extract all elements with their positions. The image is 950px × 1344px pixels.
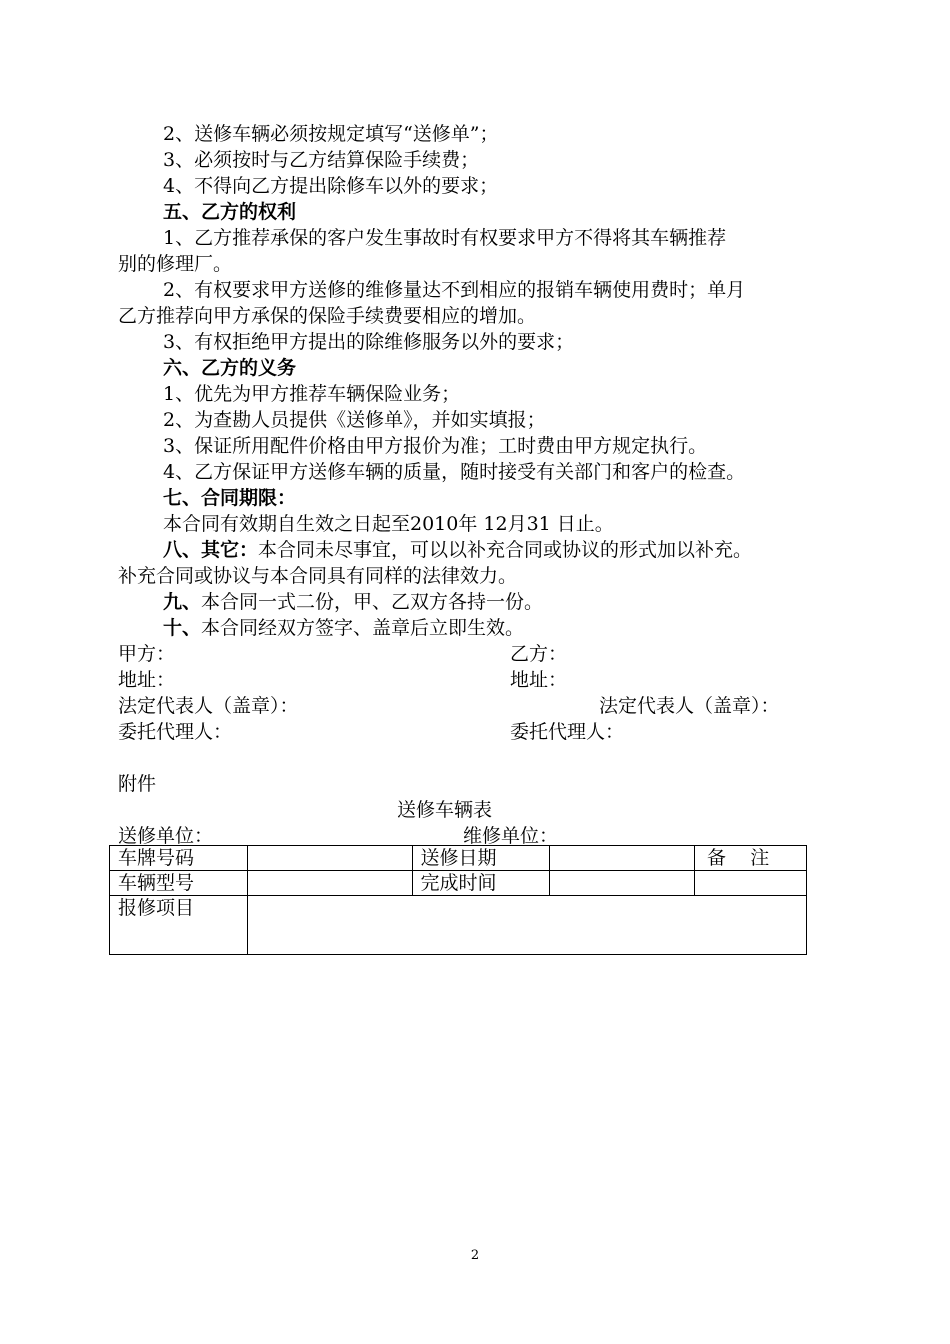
send-unit-label: 送修单位： bbox=[118, 825, 214, 847]
section-6-item-1: 1、优先为甲方推荐车辆保险业务； bbox=[163, 383, 461, 405]
section-5-item-1: 1、乙方推荐承保的客户发生事故时有权要求甲方不得将其车辆推荐 bbox=[163, 227, 727, 249]
model-label: 车辆型号 bbox=[110, 871, 248, 896]
section-8-heading: 八、其它： bbox=[163, 539, 259, 561]
agent-a-label: 委托代理人： bbox=[118, 721, 233, 743]
party-a-label: 甲方： bbox=[118, 643, 176, 665]
address-b-label: 地址： bbox=[510, 669, 568, 691]
section-7-heading: 七、合同期限： bbox=[163, 487, 297, 509]
table-row bbox=[110, 896, 807, 955]
section-8-text: 本合同未尽事宜，可以以补充合同或协议的形式加以补充。 bbox=[258, 539, 753, 561]
section-9-label: 九、 bbox=[163, 591, 202, 613]
section-5-heading: 五、乙方的权利 bbox=[163, 201, 297, 223]
remark-cell bbox=[695, 871, 807, 896]
repair-vehicle-table bbox=[109, 845, 807, 955]
section-6-item-3: 3、保证所用配件价格由甲方报价为准；工时费由甲方规定执行。 bbox=[163, 435, 708, 457]
section-7-text: 本合同有效期自生效之日起至2010年 12月31 日止。 bbox=[163, 513, 614, 535]
plate-cell bbox=[247, 846, 412, 871]
attachment-label: 附件 bbox=[118, 773, 157, 795]
repair-unit-label: 维修单位： bbox=[463, 825, 559, 847]
party-b-label: 乙方： bbox=[510, 643, 568, 665]
table-row bbox=[110, 846, 807, 871]
finish-time-cell bbox=[550, 871, 695, 896]
section-6-item-4: 4、乙方保证甲方送修车辆的质量，随时接受有关部门和客户的检查。 bbox=[163, 461, 746, 483]
section-10-label: 十、 bbox=[163, 617, 202, 639]
section-5-item-2: 2、有权要求甲方送修的维修量达不到相应的报销车辆使用费时；单月 bbox=[163, 279, 746, 301]
section-6-item-2: 2、为查勘人员提供《送修单》，并如实填报； bbox=[163, 409, 546, 431]
obligation-a-3: 3、必须按时与乙方结算保险手续费； bbox=[163, 149, 480, 171]
section-8 bbox=[163, 537, 838, 563]
items-label: 报修项目 bbox=[110, 896, 248, 955]
remark-label: 备 注 bbox=[695, 846, 807, 871]
finish-time-label: 完成时间 bbox=[412, 871, 550, 896]
attachment-title: 送修车辆表 bbox=[397, 799, 493, 821]
section-9 bbox=[163, 589, 838, 615]
items-cell bbox=[247, 896, 806, 955]
agent-b-label: 委托代理人： bbox=[510, 721, 625, 743]
address-a-label: 地址： bbox=[118, 669, 176, 691]
section-10 bbox=[163, 615, 838, 641]
section-5-item-2-cont: 乙方推荐向甲方承保的保险手续费要相应的增加。 bbox=[118, 305, 537, 327]
page-number: 2 bbox=[470, 1248, 480, 1263]
section-5-item-3: 3、有权拒绝甲方提出的除维修服务以外的要求； bbox=[163, 331, 575, 353]
rep-a-label: 法定代表人（盖章）： bbox=[118, 695, 299, 717]
send-date-label: 送修日期 bbox=[412, 846, 550, 871]
section-8-text-cont: 补充合同或协议与本合同具有同样的法律效力。 bbox=[118, 565, 518, 587]
obligation-a-4: 4、不得向乙方提出除修车以外的要求； bbox=[163, 175, 499, 197]
send-date-cell bbox=[550, 846, 695, 871]
section-10-text: 本合同经双方签字、盖章后立即生效。 bbox=[201, 617, 525, 639]
obligation-a-2: 2、送修车辆必须按规定填写“送修单”； bbox=[163, 123, 499, 145]
section-5-item-1-cont: 别的修理厂。 bbox=[118, 253, 233, 275]
model-cell bbox=[247, 871, 412, 896]
table-row bbox=[110, 871, 807, 896]
rep-b-label: 法定代表人（盖章）： bbox=[599, 695, 780, 717]
plate-label: 车牌号码 bbox=[110, 846, 248, 871]
section-6-heading: 六、乙方的义务 bbox=[163, 357, 297, 379]
section-9-text: 本合同一式二份，甲、乙双方各持一份。 bbox=[201, 591, 544, 613]
